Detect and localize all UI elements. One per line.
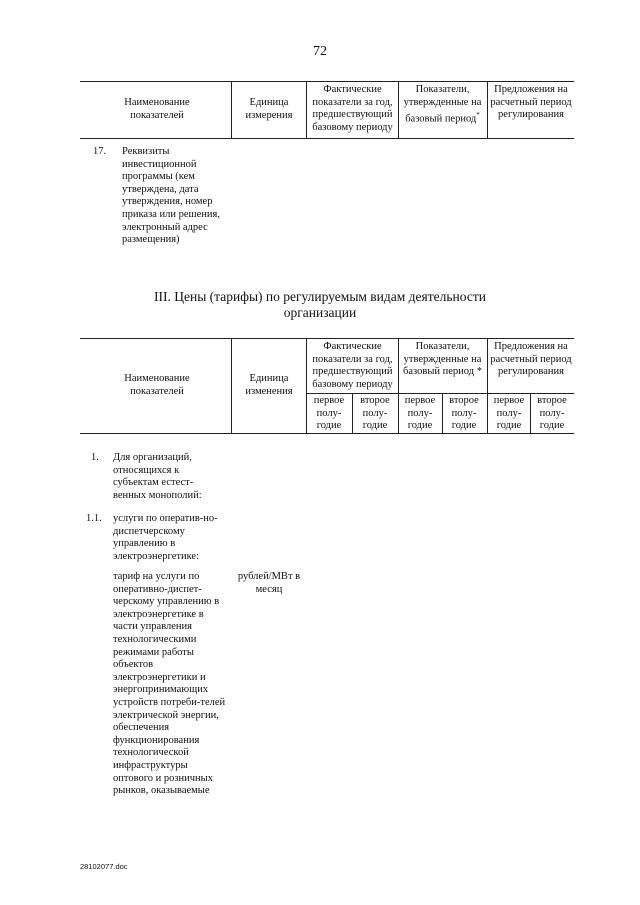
table-1-header-approved-mark: * <box>476 111 480 119</box>
table-2-subheader-second-half: второе полу-годие <box>537 395 567 431</box>
page-number: 72 <box>313 44 327 59</box>
table-2-col-sep <box>231 338 232 433</box>
table-1-header-name: Наименование показателей <box>124 97 190 121</box>
table-1-header-actual: Фактические показатели за год, предшествующий базовому периоду <box>312 84 393 133</box>
table-2-top-rule <box>80 338 574 339</box>
table-1-header-proposals: Предложения на расчетный период регулирования <box>490 84 572 120</box>
table-2-subcol-sep <box>352 393 353 433</box>
table-2-header-proposals: Предложения на расчетный период регулирования <box>490 341 572 377</box>
table-1-header-approved-text: Показатели, утвержденные на базовый период <box>403 84 482 125</box>
table-1-row-name: Реквизиты инвестиционной программы (кем утверждена, дата утверждения, номер приказа или решения, электронный адрес размещения) <box>122 146 220 246</box>
table-2-subheader-first-half: первое полу-годие <box>313 395 345 431</box>
table-2-row-name: Для организаций, относящихся к субъектам естест-венных монополий: <box>113 452 202 501</box>
table-2-header-bottom-rule <box>80 433 574 434</box>
table-2-group-rule <box>306 393 574 394</box>
table-2-row-number: 1. <box>91 452 99 463</box>
table-2-header-actual: Фактические показатели за год, предшествующий базовому периоду <box>312 341 393 390</box>
table-2-subheader-first-half: первое полу-годие <box>404 395 436 431</box>
table-2-subheader-second-half: второе полу-годие <box>360 395 390 431</box>
table-2-subheader-second-half: второе полу-годие <box>449 395 479 431</box>
table-2-subcol-sep <box>530 393 531 433</box>
table-2-row-unit: рублей/МВт в месяц <box>237 571 301 595</box>
table-2-subcol-sep <box>442 393 443 433</box>
footer-filename: 28102077.doc <box>80 862 128 871</box>
table-2-row-name: тариф на услуги по оперативно-диспет-черскому управлению в электроэнергетике в части управления технологическими режимами работы объектов электроэнергетики и энергопринимающих устройств потреби-телей электрической энергии, обеспечения функционирования технологической инфраструктуры оптового и розничных рынков, оказываемые <box>113 571 226 797</box>
section-title: III. Цены (тарифы) по регулируемым видам деятельности организации <box>154 289 486 320</box>
table-2-subheader-first-half: первое полу-годие <box>493 395 525 431</box>
table-2-header-unit: Единица изменения <box>245 373 293 397</box>
table-1-row-number: 17. <box>93 146 107 157</box>
table-2-row-number: 1.1. <box>86 513 102 524</box>
table-1-header-approved <box>399 84 486 126</box>
table-1-header-bottom-rule <box>80 138 574 139</box>
table-1-header-unit: Единица измерения <box>245 97 293 121</box>
table-1-col-sep <box>231 81 232 138</box>
table-2-header-name: Наименование показателей <box>124 373 190 397</box>
table-1-top-rule <box>80 81 574 82</box>
table-2-row-name: услуги по оператив-но-диспетчерскому управлению в электроэнергетике: <box>113 513 218 562</box>
table-2-header-approved: Показатели, утвержденные на базовый период * <box>403 341 482 377</box>
